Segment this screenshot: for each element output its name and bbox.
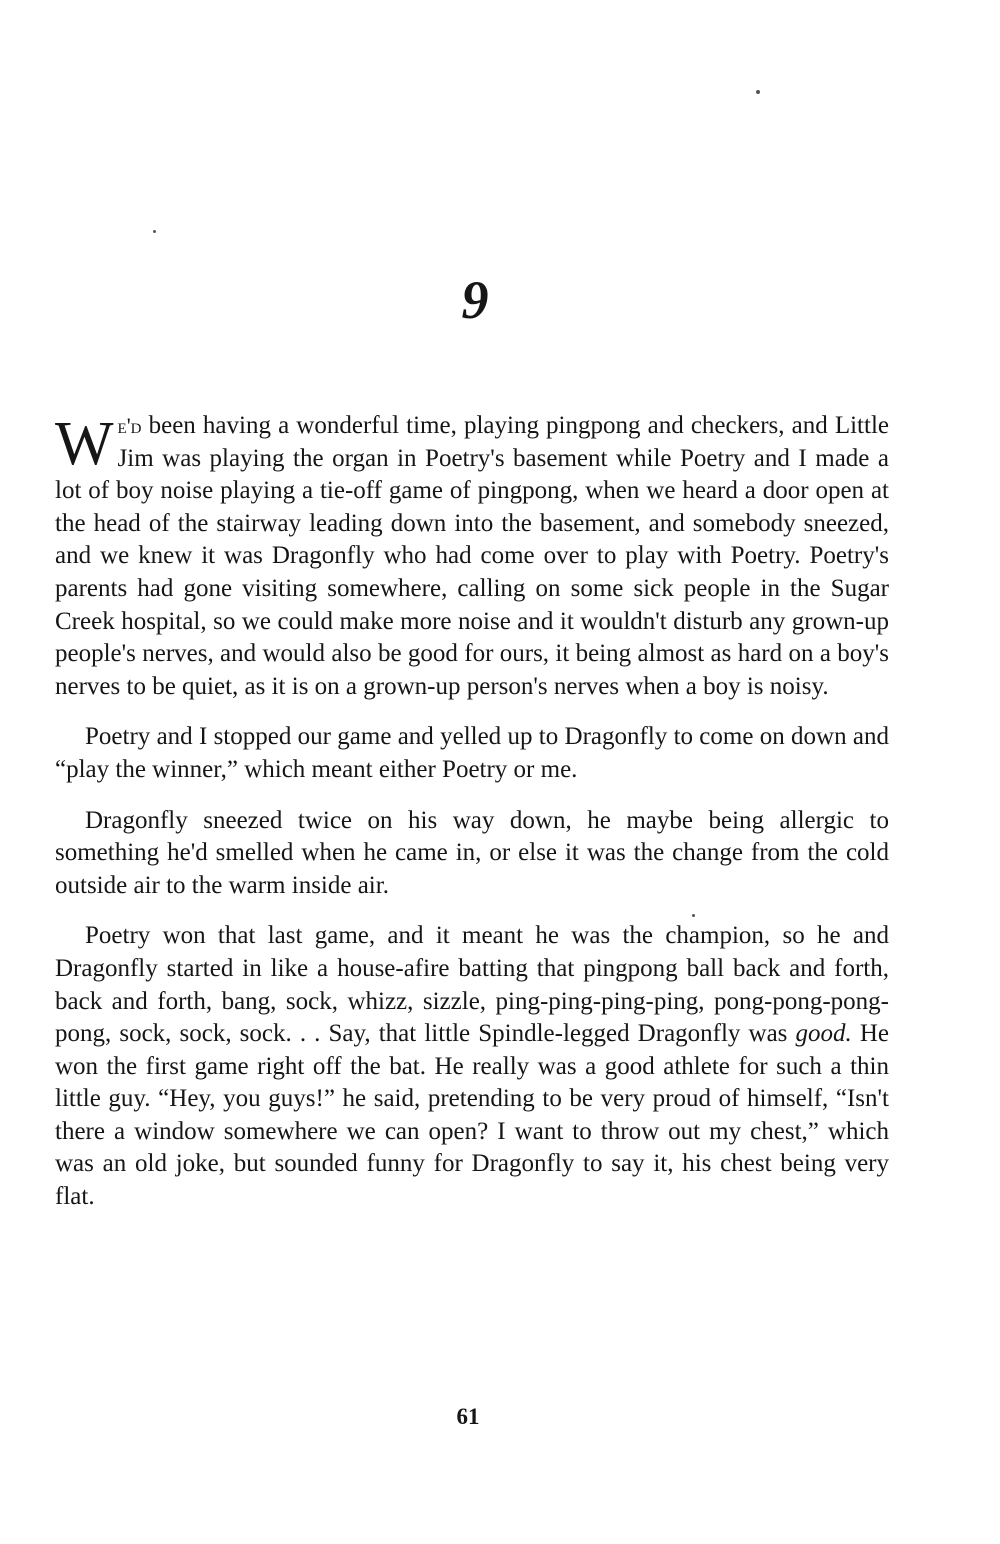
lead-in: e'd — [117, 413, 142, 438]
paragraph-1-text: been having a wonderful time, playing pingpong and checkers, and Little Jim was playing the organ in Poetry's basement while Poetry and I made a lot of boy noise playing a tie-off game of pingpong, when we heard a door open at the head of the stairway leading down into the basement, and somebody sneezed, and we knew it was Dragonfly who had come over to play with Poetry. Poetry's parents had gone visiting somewhere, calling on some sick people in the Sugar Creek hospital, so we could make more noise and it wouldn't disturb any grown-up people's nerves, and would also be good for ours, it being almost as hard on a boy's nerves to be quiet, as it is on a grown-up person's nerves when a boy is noisy. — [55, 412, 889, 700]
paragraph-4-after: He won the first game right off the bat. He really was a good athlete for such a thin little guy. “Hey, you guys!” he said, pretending to be very proud of himself, “Isn't there a window somewhere we can open? I want to throw out my chest,” which was an old joke, but sounded funny for Dragonfly to say it, his chest being very flat. — [55, 1020, 889, 1211]
paragraph-4-emphasis: good. — [795, 1020, 852, 1048]
print-speck — [756, 90, 760, 94]
chapter-number: 9 — [461, 270, 489, 330]
paragraph-3: Dragonfly sneezed twice on his way down, he maybe being allergic to something he'd smelled when he came in, or else it was the change from the cold outside air to the warm inside air. — [55, 806, 889, 899]
print-speck — [153, 230, 156, 233]
chapter-body — [55, 410, 889, 1232]
paragraph-4-before: Poetry won that last game, and it meant he was the champion, so he and Dragonfly started in like a house-afire batting that pingpong ball back and forth, back and forth, bang, sock, whizz, sizzle, ping-ping-ping-ping, pong-pong-pong-pong, sock, sock, sock. . . Say, that little Spindle-legged Dragonfly was — [55, 922, 889, 1048]
paragraph-4 — [55, 920, 889, 1213]
paragraph-2: Poetry and I stopped our game and yelled up to Dragonfly to come on down and “play the winner,” which meant either Poetry or me. — [55, 723, 889, 783]
paragraph-1 — [55, 410, 889, 703]
page-number: 61 — [456, 1404, 480, 1429]
drop-cap: W — [55, 410, 114, 478]
